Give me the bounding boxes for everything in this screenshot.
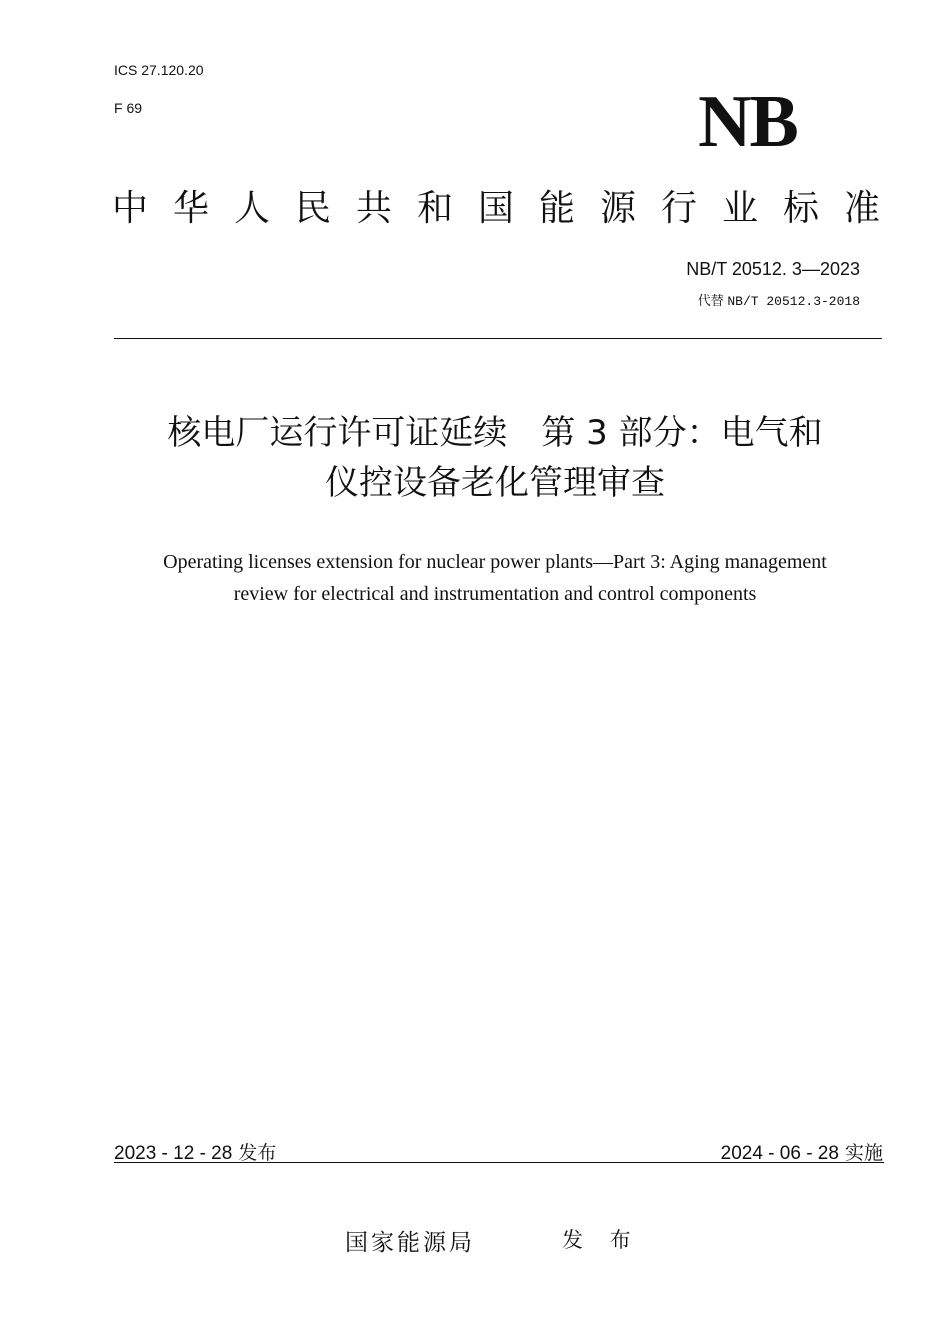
- title-english-line-1: Operating licenses extension for nuclear power plants—Part 3: Aging management: [163, 551, 827, 573]
- issue-date-label: 发布: [238, 1142, 277, 1164]
- standard-type: 中华人民共和国能源行业标准: [112, 188, 906, 229]
- bottom-divider: [114, 1162, 884, 1163]
- implementation-date-label: 实施: [844, 1142, 883, 1164]
- title-english-line-2: review for electrical and instrumentation and control components: [233, 583, 757, 605]
- replaces-value: NB/T 20512.3-2018: [727, 294, 860, 309]
- implementation-date: 2024 - 06 - 28: [720, 1143, 839, 1164]
- nb-logo: NB: [698, 81, 797, 163]
- title-english: [80, 546, 910, 610]
- issuing-authority: 国家能源局: [345, 1230, 475, 1256]
- issue-date-line: [114, 1138, 276, 1165]
- title-chinese: [100, 408, 890, 508]
- replaces-label: 代替: [697, 294, 724, 309]
- title-chinese-line-1: 核电厂运行许可证延续 第 3 部分：电气和: [167, 413, 823, 453]
- issue-date: 2023 - 12 - 28: [114, 1143, 233, 1164]
- implementation-date-line: [721, 1138, 883, 1165]
- classification-code: F 69: [114, 100, 143, 116]
- issuing-label: 发 布: [562, 1228, 641, 1252]
- title-chinese-line-2: 仪控设备老化管理审查: [325, 463, 665, 503]
- top-divider: [114, 338, 882, 339]
- replaces-line: [698, 290, 860, 309]
- standard-number: NB/T 20512. 3—2023: [686, 259, 860, 279]
- ics-code: ICS 27.120.20: [114, 62, 204, 78]
